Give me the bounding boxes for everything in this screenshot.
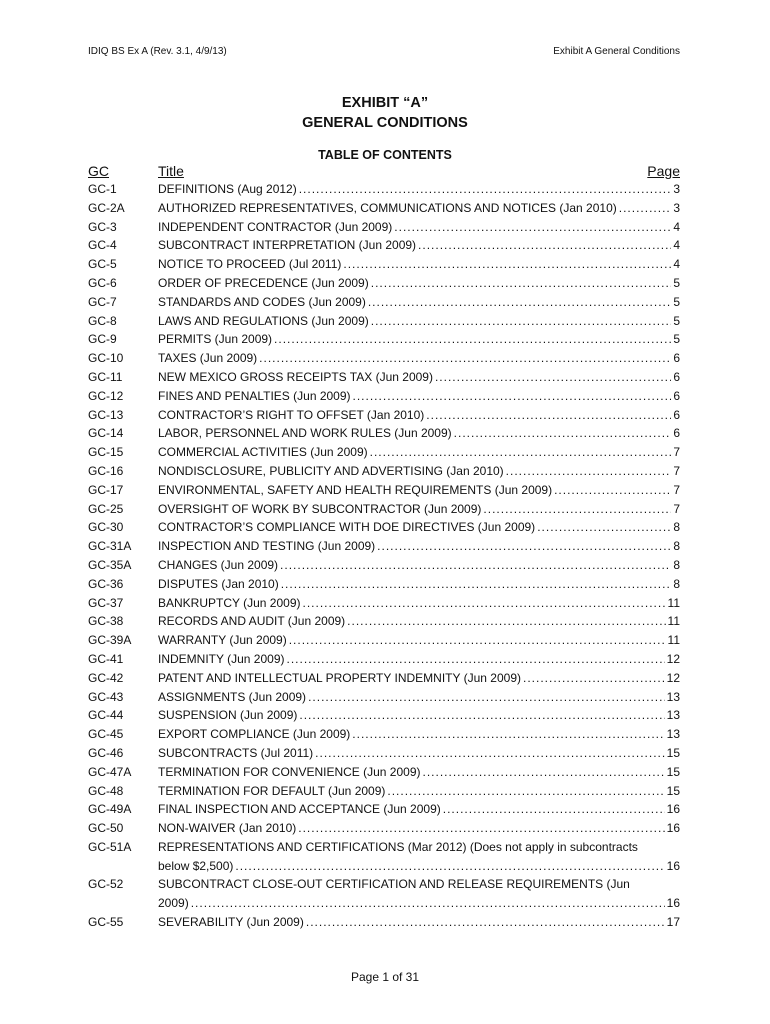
toc-page-number: 4: [673, 238, 680, 253]
toc-gc-number: GC-13: [88, 407, 124, 422]
toc-title: LAWS AND REGULATIONS (Jun 2009): [158, 313, 369, 328]
toc-page-number: 8: [673, 539, 680, 554]
toc-title: INDEMNITY (Jun 2009): [158, 651, 285, 666]
toc-title: WARRANTY (Jun 2009): [158, 633, 287, 648]
document-title: [0, 93, 770, 162]
toc-gc-number: GC-1: [88, 182, 117, 196]
page-header: [88, 46, 680, 57]
toc-page-number: 3: [673, 200, 680, 215]
dot-leader: [289, 631, 666, 650]
toc-row[interactable]: [88, 481, 680, 500]
toc-page-number: 6: [673, 369, 680, 384]
toc-gc-number: GC-39A: [88, 633, 132, 648]
toc-title: LABOR, PERSONNEL AND WORK RULES (Jun 2009): [158, 426, 452, 441]
dot-leader: [347, 612, 665, 631]
dot-leader: [554, 481, 671, 500]
toc-gc-number: GC-6: [88, 275, 117, 290]
toc-gc-number: GC-50: [88, 821, 124, 836]
toc-row[interactable]: [88, 387, 680, 406]
toc-title: ENVIRONMENTAL, SAFETY AND HEALTH REQUIREMENTS (Jun 2009): [158, 482, 553, 497]
toc-page-number: 15: [666, 764, 680, 779]
dot-leader: [426, 406, 671, 425]
toc-row[interactable]: [88, 688, 680, 707]
toc-row[interactable]: [88, 424, 680, 443]
dot-leader: [315, 744, 664, 763]
toc-title: SUBCONTRACT CLOSE-OUT CERTIFICATION AND RELEASE REQUIREMENTS (Jun: [158, 877, 630, 892]
toc-page-number: 13: [666, 689, 680, 704]
dot-leader: [274, 330, 671, 349]
toc-title: AUTHORIZED REPRESENTATIVES, COMMUNICATIONS AND NOTICES (Jan 2010): [158, 200, 617, 215]
toc-page-number: 7: [673, 445, 680, 460]
toc-column-headers: [88, 163, 680, 181]
dot-leader: [299, 180, 672, 199]
toc-page-number: 5: [673, 332, 680, 347]
toc-row[interactable]: [88, 763, 680, 782]
toc-gc-number: GC-51A: [88, 839, 132, 854]
toc-title: EXPORT COMPLIANCE (Jun 2009): [158, 727, 351, 742]
toc-title: PATENT AND INTELLECTUAL PROPERTY INDEMNITY (Jun 2009): [158, 670, 521, 685]
toc-row[interactable]: [88, 349, 680, 368]
toc-page-number: 16: [666, 821, 680, 836]
toc-gc-number: GC-2A: [88, 200, 125, 215]
dot-leader: [191, 894, 665, 913]
toc-row[interactable]: [88, 443, 680, 462]
dot-leader: [368, 293, 671, 312]
toc-gc-number: GC-49A: [88, 802, 132, 817]
toc-page-number: 13: [666, 727, 680, 742]
toc-gc-number: GC-55: [88, 915, 124, 930]
toc-gc-number: GC-31A: [88, 539, 132, 554]
toc-gc-number: GC-35A: [88, 557, 132, 572]
toc-title: SUSPENSION (Jun 2009): [158, 708, 298, 723]
toc-row[interactable]: [88, 518, 680, 537]
dot-leader: [454, 424, 672, 443]
toc-row[interactable]: [88, 180, 680, 199]
toc-gc-number: GC-38: [88, 614, 124, 629]
toc-title: RECORDS AND AUDIT (Jun 2009): [158, 614, 346, 629]
toc-title: SUBCONTRACT INTERPRETATION (Jun 2009): [158, 238, 417, 253]
toc-title: CONTRACTOR’S COMPLIANCE WITH DOE DIRECTIVES (Jun 2009): [158, 520, 536, 535]
toc-gc-number: GC-14: [88, 426, 124, 441]
toc-row[interactable]: [88, 669, 680, 688]
dot-leader: [377, 537, 671, 556]
toc-gc-number: GC-43: [88, 689, 124, 704]
toc-page-number: 16: [666, 802, 680, 817]
toc-gc-number: GC-37: [88, 595, 124, 610]
toc-title: DEFINITIONS (Aug 2012): [158, 182, 297, 196]
toc-heading: TABLE OF CONTENTS: [318, 148, 452, 162]
toc-row[interactable]: [88, 650, 680, 669]
dot-leader: [371, 312, 672, 331]
toc-gc-number: GC-25: [88, 501, 124, 516]
toc-title: NONDISCLOSURE, PUBLICITY AND ADVERTISING (Jan 2010): [158, 463, 504, 478]
toc-row[interactable]: [88, 838, 680, 876]
toc-row[interactable]: [88, 293, 680, 312]
toc-gc-number: GC-47A: [88, 764, 132, 779]
toc-title: BANKRUPTCY (Jun 2009): [158, 595, 301, 610]
toc-title: STANDARDS AND CODES (Jun 2009): [158, 294, 366, 309]
toc-title-continued: below $2,500): [158, 858, 234, 873]
toc-row[interactable]: [88, 500, 680, 519]
toc-gc-number: GC-15: [88, 445, 124, 460]
page-footer: Page 1 of 31: [350, 970, 420, 984]
toc-page-number: 17: [666, 915, 680, 930]
toc-row[interactable]: [88, 744, 680, 763]
toc-page-number: 11: [667, 595, 680, 610]
toc-page-number: 6: [673, 426, 680, 441]
toc-title: FINES AND PENALTIES (Jun 2009): [158, 388, 351, 403]
toc-page-number: 12: [666, 670, 680, 685]
dot-leader: [418, 236, 671, 255]
toc-page-number: 7: [673, 463, 680, 478]
toc-title: SEVERABILITY (Jun 2009): [158, 915, 304, 930]
dot-leader: [394, 218, 671, 237]
dot-leader: [352, 725, 664, 744]
dot-leader: [353, 387, 672, 406]
dot-leader: [280, 556, 671, 575]
dot-leader: [235, 857, 664, 876]
toc-gc-number: GC-11: [88, 369, 123, 384]
toc-page-number: 6: [673, 407, 680, 422]
column-gc: GC: [88, 163, 109, 179]
toc-row[interactable]: [88, 537, 680, 556]
toc-page-number: 8: [673, 520, 680, 535]
dot-leader: [306, 913, 665, 932]
toc-gc-number: GC-9: [88, 332, 117, 347]
dot-leader: [619, 199, 672, 218]
toc-row[interactable]: [88, 819, 680, 838]
toc-page-number: 5: [673, 275, 680, 290]
toc-gc-number: GC-5: [88, 257, 117, 272]
toc-row[interactable]: [88, 462, 680, 481]
toc-row[interactable]: [88, 706, 680, 725]
toc-row[interactable]: [88, 782, 680, 801]
header-left: IDIQ BS Ex A (Rev. 3.1, 4/9/13): [88, 46, 227, 57]
dot-leader: [343, 255, 671, 274]
toc-page-number: 5: [673, 313, 680, 328]
toc-title: INSPECTION AND TESTING (Jun 2009): [158, 539, 376, 554]
toc-gc-number: GC-7: [88, 294, 117, 309]
toc-row[interactable]: [88, 631, 680, 650]
toc-title: REPRESENTATIONS AND CERTIFICATIONS (Mar 2012) (Does not apply in subcontracts: [158, 839, 638, 854]
toc-page-number: 15: [666, 745, 680, 760]
toc-gc-number: GC-16: [88, 463, 124, 478]
toc-row[interactable]: [88, 556, 680, 575]
column-title: Title: [158, 163, 184, 179]
toc-title: CONTRACTOR’S RIGHT TO OFFSET (Jan 2010): [158, 407, 425, 422]
dot-leader: [523, 669, 665, 688]
toc-gc-number: GC-36: [88, 576, 124, 591]
toc-gc-number: GC-17: [88, 482, 124, 497]
toc-page-number: 4: [673, 257, 680, 272]
toc-row[interactable]: [88, 875, 680, 913]
toc-page-number: 7: [673, 501, 680, 516]
dot-leader: [443, 800, 665, 819]
dot-leader: [371, 274, 672, 293]
toc-row[interactable]: [88, 236, 680, 255]
toc-gc-number: GC-48: [88, 783, 124, 798]
general-conditions-title: GENERAL CONDITIONS: [302, 115, 468, 131]
toc-gc-number: GC-44: [88, 708, 124, 723]
toc-gc-number: GC-42: [88, 670, 124, 685]
dot-leader: [435, 368, 671, 387]
toc-page-number: 16: [666, 858, 680, 873]
toc-gc-number: GC-12: [88, 388, 124, 403]
toc-title: FINAL INSPECTION AND ACCEPTANCE (Jun 2009): [158, 802, 441, 817]
toc-page-number: 6: [673, 351, 680, 366]
dot-leader: [298, 819, 664, 838]
toc-page-number: 4: [673, 219, 680, 234]
toc-gc-number: GC-4: [88, 238, 117, 253]
toc-title: NOTICE TO PROCEED (Jul 2011): [158, 257, 342, 272]
toc-row[interactable]: [88, 368, 680, 387]
dot-leader: [387, 782, 664, 801]
toc-row[interactable]: [88, 594, 680, 613]
toc-row[interactable]: [88, 218, 680, 237]
toc-row[interactable]: [88, 913, 680, 932]
toc-page-number: 11: [667, 633, 680, 648]
toc-page-number: 8: [673, 576, 680, 591]
toc-row[interactable]: [88, 406, 680, 425]
toc-row[interactable]: [88, 612, 680, 631]
toc-gc-number: GC-41: [88, 651, 124, 666]
toc-page-number: 13: [666, 708, 680, 723]
toc-page-number: 3: [673, 182, 680, 196]
toc-page-number: 11: [667, 614, 680, 629]
toc-title: SUBCONTRACTS (Jul 2011): [158, 745, 314, 760]
toc-title: TAXES (Jun 2009): [158, 351, 258, 366]
toc-title: ORDER OF PRECEDENCE (Jun 2009): [158, 275, 369, 290]
dot-leader: [259, 349, 671, 368]
dot-leader: [299, 706, 664, 725]
toc-gc-number: GC-45: [88, 727, 124, 742]
toc-page-number: 15: [666, 783, 680, 798]
toc-page-number: 12: [666, 651, 680, 666]
dot-leader: [506, 462, 672, 481]
toc-title: TERMINATION FOR CONVENIENCE (Jun 2009): [158, 764, 421, 779]
dot-leader: [483, 500, 671, 519]
toc-title: NON-WAIVER (Jan 2010): [158, 821, 297, 836]
toc-title-continued: 2009): [158, 896, 189, 911]
toc-row[interactable]: [88, 312, 680, 331]
exhibit-title: EXHIBIT “A”: [341, 95, 429, 111]
toc-gc-number: GC-46: [88, 745, 124, 760]
toc-title: OVERSIGHT OF WORK BY SUBCONTRACTOR (Jun 2009): [158, 501, 482, 516]
dot-leader: [423, 763, 665, 782]
toc-gc-number: GC-10: [88, 351, 124, 366]
toc-row[interactable]: [88, 800, 680, 819]
toc-row[interactable]: [88, 575, 680, 594]
toc-page-number: 8: [673, 557, 680, 572]
table-of-contents: [88, 180, 680, 932]
toc-title: DISPUTES (Jan 2010): [158, 576, 279, 591]
toc-page-number: 6: [673, 388, 680, 403]
toc-row[interactable]: [88, 725, 680, 744]
toc-gc-number: GC-30: [88, 520, 124, 535]
header-right: Exhibit A General Conditions: [553, 46, 680, 57]
toc-gc-number: GC-3: [88, 219, 117, 234]
toc-page-number: 16: [666, 896, 680, 911]
toc-row[interactable]: [88, 330, 680, 349]
toc-title: COMMERCIAL ACTIVITIES (Jun 2009): [158, 445, 368, 460]
toc-title: TERMINATION FOR DEFAULT (Jun 2009): [158, 783, 386, 798]
toc-gc-number: GC-8: [88, 313, 117, 328]
dot-leader: [537, 518, 671, 537]
dot-leader: [303, 594, 666, 613]
toc-title: ASSIGNMENTS (Jun 2009): [158, 689, 307, 704]
toc-page-number: 5: [673, 294, 680, 309]
toc-row[interactable]: [88, 199, 680, 218]
dot-leader: [287, 650, 665, 669]
toc-gc-number: GC-52: [88, 877, 124, 892]
toc-title: PERMITS (Jun 2009): [158, 332, 273, 347]
toc-row[interactable]: [88, 255, 680, 274]
toc-row[interactable]: [88, 274, 680, 293]
dot-leader: [370, 443, 672, 462]
toc-page-number: 7: [673, 482, 680, 497]
toc-title: INDEPENDENT CONTRACTOR (Jun 2009): [158, 219, 393, 234]
column-page: Page: [647, 163, 680, 179]
toc-title: NEW MEXICO GROSS RECEIPTS TAX (Jun 2009): [158, 369, 433, 384]
toc-title: CHANGES (Jun 2009): [158, 557, 279, 572]
dot-leader: [308, 688, 665, 707]
dot-leader: [281, 575, 672, 594]
